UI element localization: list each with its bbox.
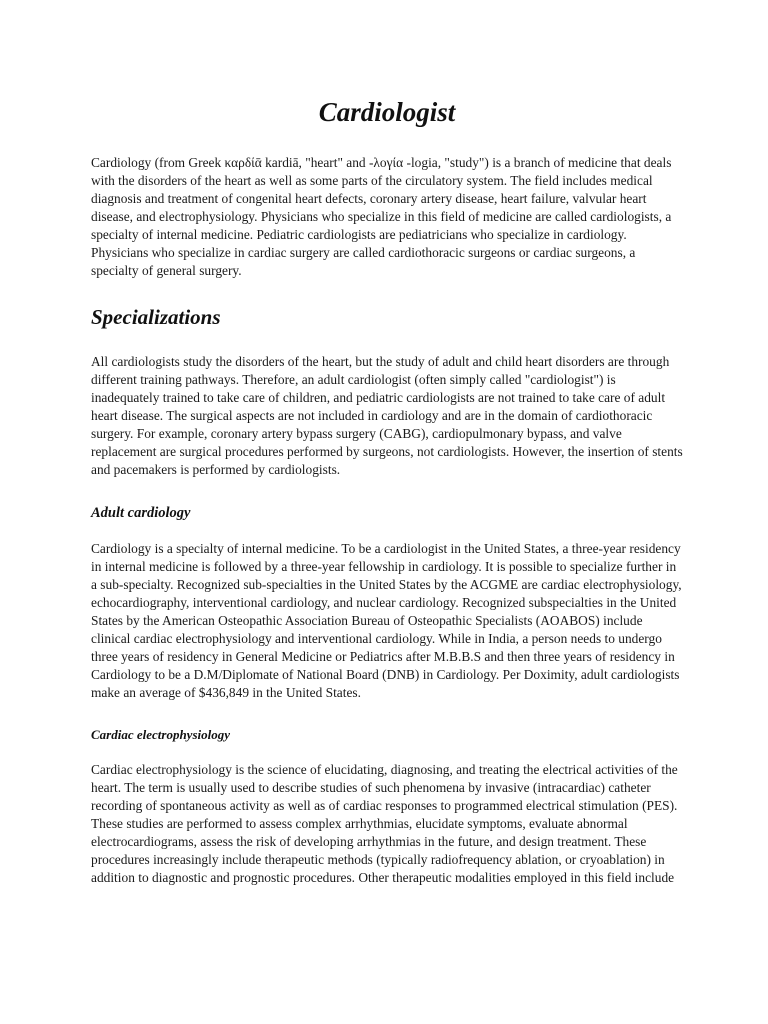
intro-paragraph: Cardiology (from Greek καρδίᾱ kardiā, "heart" and -λογία -logia, "study") is a branch of medicine that deals with the disorders of the heart as well as some parts of the circulatory system. The field includes medical diagnosis and treatment of congenital heart defects, coronary artery disease, heart failure, valvular heart disease, and electrophysiology. Physicians who specialize in this field of medicine are called cardiologists, a specialty of internal medicine. Pediatric cardiologists are pediatricians who specialize in cardiology. Physicians who specialize in cardiac surgery are called cardiothoracic surgeons or cardiac surgeons, a specialty of general surgery. bbox=[91, 155, 672, 278]
page-title: Cardiologist bbox=[318, 97, 456, 127]
specializations-paragraph: All cardiologists study the disorders of the heart, but the study of adult and child heart disorders are through different training pathways. Therefore, an adult cardiologist (often simply called "cardiologist") is inadequately trained to take care of children, and pediatric cardiologists are not trained to take care of adult heart disease. The surgical aspects are not included in cardiology and are in the domain of cardiothoracic surgery. For example, coronary artery bypass surgery (CABG), cardiopulmonary bypass, and valve replacement are surgical procedures performed by surgeons, not cardiologists. However, the insertion of stents and pacemakers is performed by cardiologists. bbox=[91, 354, 683, 477]
cardiac-electrophysiology-heading: Cardiac electrophysiology bbox=[91, 727, 231, 742]
document-page bbox=[91, 92, 683, 911]
specializations-heading: Specializations bbox=[91, 305, 221, 329]
cardiac-electrophysiology-paragraph: Cardiac electrophysiology is the science of elucidating, diagnosing, and treating the electrical activities of the heart. The term is usually used to describe studies of such phenomena by invasive (intracardiac) catheter recording of spontaneous activity as well as of cardiac responses to programmed electrical stimulation (PES). These studies are performed to assess complex arrhythmias, elucidate symptoms, evaluate abnormal electrocardiograms, assess the risk of developing arrhythmias in the future, and design treatment. These procedures increasingly include therapeutic methods (typically radiofrequency ablation, or cryoablation) in addition to diagnostic and prognostic procedures. Other therapeutic modalities employed in this field include bbox=[91, 762, 678, 885]
adult-cardiology-paragraph: Cardiology is a specialty of internal medicine. To be a cardiologist in the United States, a three-year residency in internal medicine is followed by a three-year fellowship in cardiology. It is possible to specialize further in a sub-specialty. Recognized sub-specialties in the United States by the ACGME are cardiac electrophysiology, echocardiography, interventional cardiology, and nuclear cardiology. Recognized subspecialties in the United States by the American Osteopathic Association Bureau of Osteopathic Specialists (AOABOS) include clinical cardiac electrophysiology and interventional cardiology. While in India, a person needs to undergo three years of residency in General Medicine or Pediatrics after M.B.B.S and then three years of residency in Cardiology to be a D.M/Diplomate of National Board (DNB) in Cardiology. Per Doximity, adult cardiologists make an average of $436,849 in the United States. bbox=[91, 541, 682, 700]
adult-cardiology-heading: Adult cardiology bbox=[91, 505, 191, 521]
